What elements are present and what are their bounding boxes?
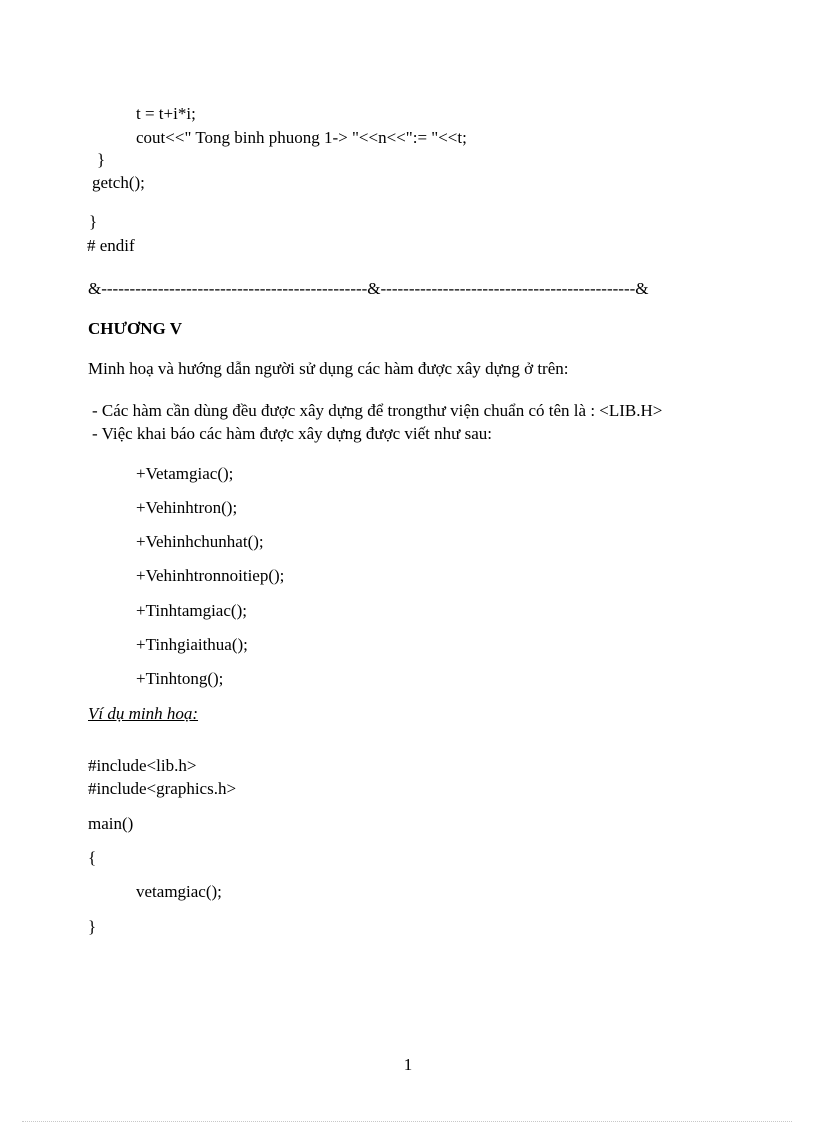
code-line: } xyxy=(89,212,98,231)
code-line: cout<<" Tong binh phuong 1-> "<<n<<":= "<<t; xyxy=(136,128,467,147)
function-item: +Vehinhchunhat(); xyxy=(136,532,264,551)
code-line: getch(); xyxy=(92,173,145,192)
example-label: Ví dụ minh hoạ: xyxy=(88,704,199,723)
function-item: +Vetamgiac(); xyxy=(136,464,234,483)
bullet-item: - Các hàm cần dùng đều được xây dựng để trongthư viện chuẩn có tên là : <LIB.H> xyxy=(92,401,663,420)
function-item: +Tinhtong(); xyxy=(136,669,224,688)
page-number: 1 xyxy=(403,1055,413,1074)
function-item: +Tinhtamgiac(); xyxy=(136,601,247,620)
chapter-heading: CHƯƠNG V xyxy=(88,319,182,338)
code-line: t = t+i*i; xyxy=(136,104,196,123)
page-bottom-border xyxy=(22,1121,792,1122)
code-line: { xyxy=(88,848,97,867)
function-item: +Vehinhtron(); xyxy=(136,498,238,517)
code-line: } xyxy=(88,917,97,936)
intro-paragraph: Minh hoạ và hướng dẫn người sử dụng các hàm được xây dựng ở trên: xyxy=(88,359,569,378)
bullet-item: - Việc khai báo các hàm được xây dựng được viết như sau: xyxy=(92,424,492,443)
separator-line: &-----------------------------------------------&---------------------------------------------& xyxy=(88,279,649,298)
code-line: vetamgiac(); xyxy=(136,882,222,901)
code-line: #include<lib.h> xyxy=(88,756,197,775)
function-item: +Vehinhtronnoitiep(); xyxy=(136,566,285,585)
code-line: #include<graphics.h> xyxy=(88,779,237,798)
function-item: +Tinhgiaithua(); xyxy=(136,635,248,654)
code-line: main() xyxy=(88,814,134,833)
code-line: } xyxy=(97,150,106,169)
code-line: # endif xyxy=(87,236,135,255)
